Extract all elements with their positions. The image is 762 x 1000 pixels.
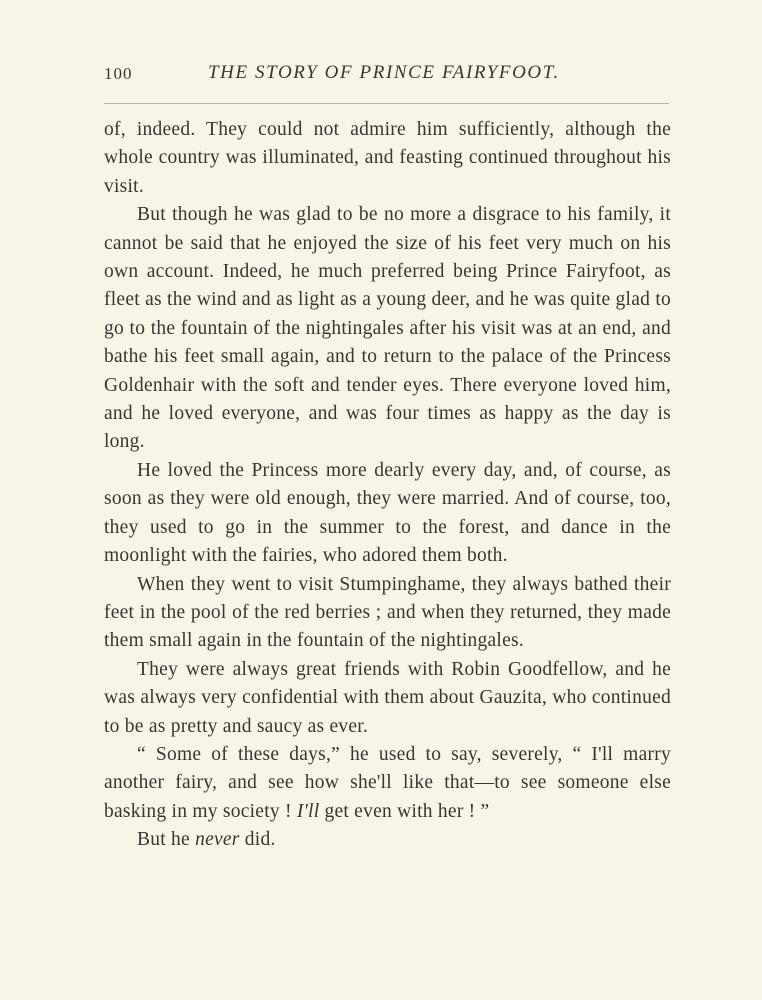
body-text: [104, 116, 671, 855]
page-number: 100: [104, 64, 133, 83]
running-title: THE STORY OF PRINCE FAIRYFOOT.: [208, 62, 560, 83]
paragraph-text: When they went to visit Stumpinghame, they always bathed their feet in the pool of the red berries ; and when they returned, they made them small again in the fountain of the nightingales.: [104, 573, 671, 652]
paragraph-text: get even with her ! ”: [324, 800, 490, 822]
paragraph: [104, 116, 671, 201]
paragraph-text: But though he was glad to be no more a disgrace to his family, it cannot be said that he enjoyed the size of his feet very much on his own account. Indeed, he much preferred being Prince Fairyfoot, as fleet as the wind and as light as a young deer, and he was quite glad to go to the fountain of the nightingales after his visit was at an end, and bathe his feet small again, and to return to the palace of the Princess Goldenhair with the soft and tender eyes. There everyone loved him, and he loved everyone, and was four times as happy as the day is long.: [104, 204, 671, 453]
page-header: [104, 62, 669, 92]
header-rule: [104, 103, 669, 104]
paragraph-text: of, indeed. They could not admire him sufficiently, although the whole country was illuminated, and feasting continued throughout his visit.: [104, 119, 671, 197]
paragraph: [104, 571, 671, 656]
italic-emphasis: I'll: [296, 800, 320, 822]
paragraph-text: He loved the Princess more dearly every day, and, of course, as soon as they were old enough, they were married. And of course, too, they used to go in the summer to the forest, and dance in the moonlight with the fairies, who adored them both.: [104, 459, 671, 567]
paragraph: [104, 457, 671, 571]
paragraph: [104, 656, 671, 741]
paragraph: [104, 826, 671, 854]
paragraph-text: They were always great friends with Robin Goodfellow, and he was always very confidential with them about Gauzita, who continued to be as pretty and saucy as ever.: [104, 658, 671, 737]
paragraph-text: “ Some of these days,” he used to say, severely, “ I'll marry another fairy, and see how she'll like that—to see someone else basking in my society !: [104, 743, 671, 822]
paragraph: [104, 201, 671, 457]
paragraph-text: But he: [137, 829, 190, 851]
italic-emphasis: never: [195, 829, 240, 851]
paragraph: [104, 741, 671, 826]
paragraph-text: did.: [244, 829, 276, 851]
